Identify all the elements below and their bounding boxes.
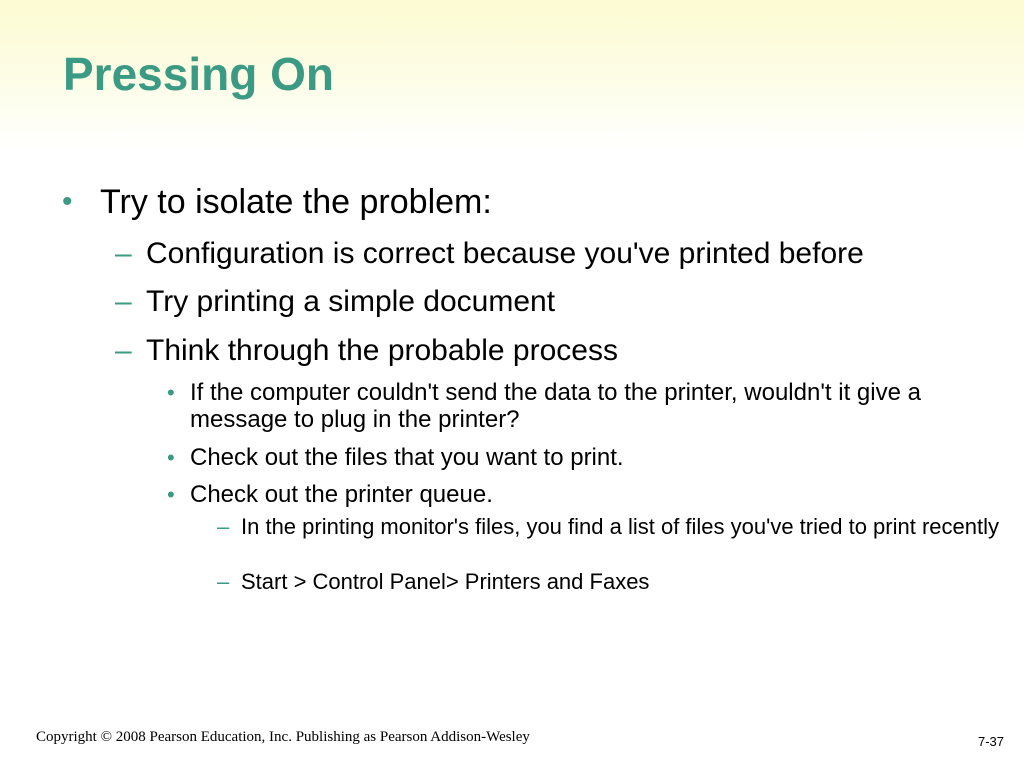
bullet-text: In the printing monitor's files, you find a list of files you've tried to print recently (241, 514, 999, 539)
bullet-text: Try to isolate the problem: (100, 183, 492, 221)
bullet-text: If the computer couldn't send the data to the printer, wouldn't it give a message to plug in the printer? (190, 379, 921, 433)
bullet-marker: – (217, 569, 230, 594)
bullet-marker: – (115, 285, 132, 318)
bullet-text: Check out the printer queue. (190, 481, 493, 508)
bullet-marker: – (217, 514, 230, 539)
copyright-notice: Copyright © 2008 Pearson Education, Inc. Publishing as Pearson Addison-Wesley (36, 729, 530, 745)
bullet-marker: • (167, 380, 175, 405)
bullet-marker: • (167, 482, 175, 507)
bullet-level3-check-files (167, 444, 967, 471)
bullet-level2-probable-process (115, 333, 995, 369)
page-number: 7-37 (977, 734, 1004, 749)
bullet-text: Check out the files that you want to print. (190, 444, 624, 471)
bullet-marker: – (115, 334, 132, 367)
bullet-text: Try printing a simple document (146, 285, 556, 318)
bullet-level4-monitor-files (217, 515, 1007, 565)
bullet-marker: – (115, 237, 132, 270)
bullet-level4-control-panel (217, 570, 1007, 594)
bullet-text: Configuration is correct because you've printed before (146, 237, 864, 270)
bullet-marker: • (62, 185, 73, 218)
bullet-level3-send-data (167, 379, 967, 435)
bullet-level3-printer-queue (167, 481, 967, 508)
slide-title: Pressing On (63, 48, 334, 100)
bullet-level1-isolate (62, 182, 962, 222)
bullet-text: Think through the probable process (146, 334, 618, 367)
bullet-marker: • (167, 445, 175, 470)
bullet-level2-simple-document (115, 284, 995, 320)
bullet-text: Start > Control Panel> Printers and Faxes (241, 569, 650, 594)
bullet-level2-configuration (115, 236, 995, 272)
